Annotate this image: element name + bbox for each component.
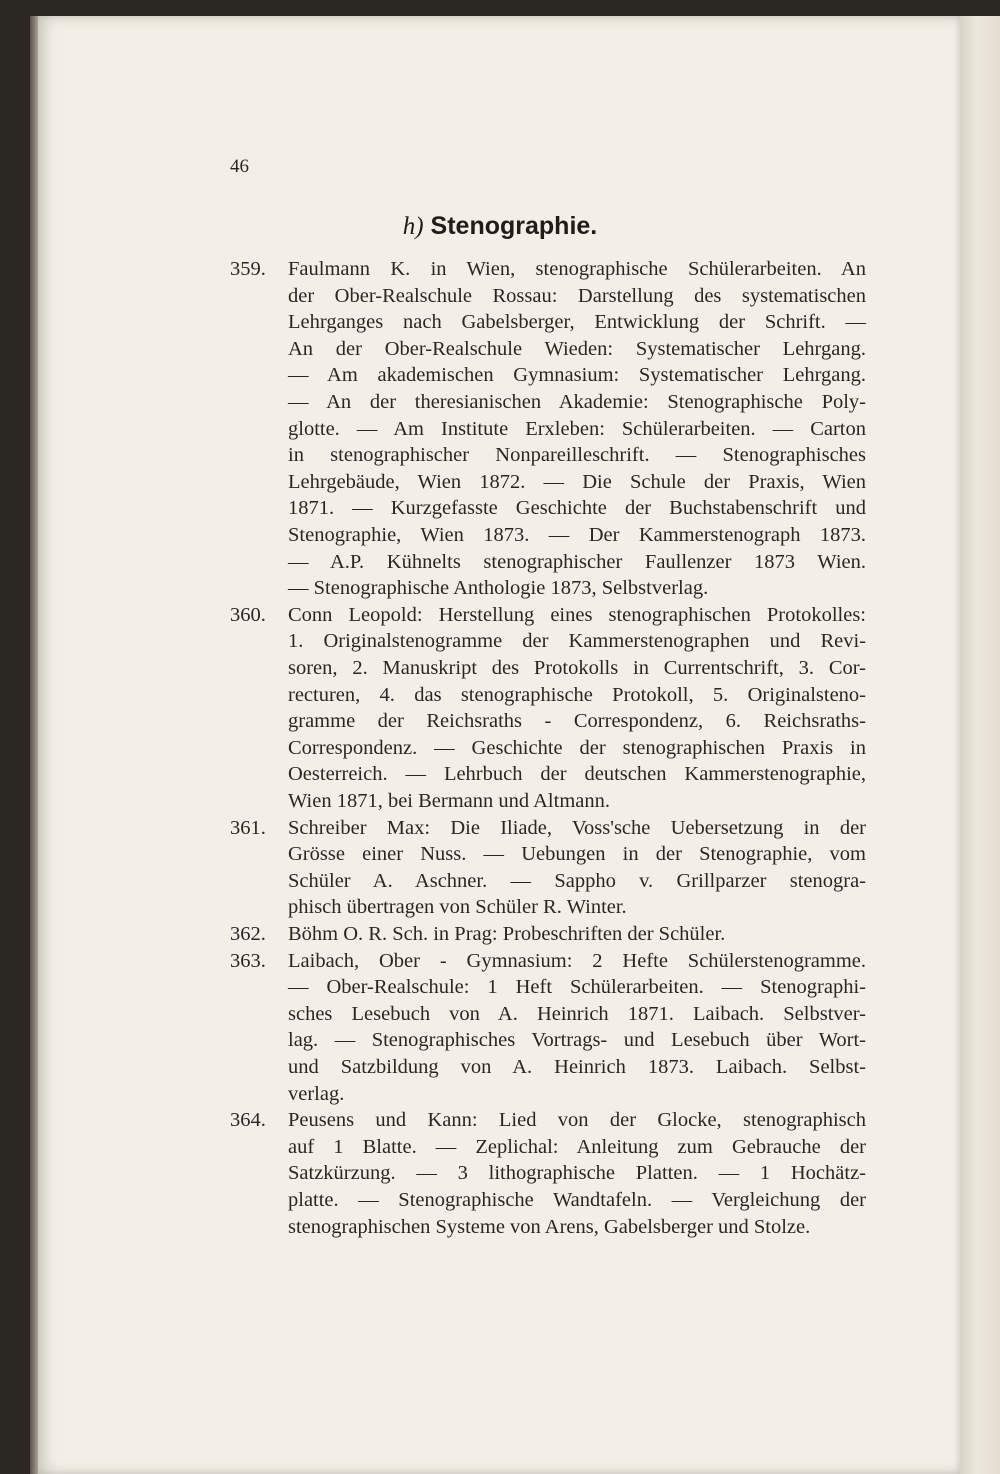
- entry-line: in stenographischer Nonpareilleschrift. — Stenographisches: [288, 444, 866, 467]
- entry-number: 361.: [230, 816, 266, 839]
- entry-line: 1871. — Kurzgefasste Geschichte der Buchstabenschrift und: [288, 497, 866, 520]
- page-number: 46: [230, 156, 249, 177]
- entry-line: lag. — Stenographisches Vortrags- und Lesebuch über Wort-: [288, 1029, 866, 1052]
- entry-number: 359.: [230, 258, 266, 280]
- entry-line: phisch übertragen von Schüler R. Winter.: [288, 896, 627, 919]
- entry-number: 362.: [230, 923, 266, 945]
- entry-line: — Am akademischen Gymnasium: Systematischer Lehrgang.: [288, 364, 866, 387]
- entry-line: und Satzbildung von A. Heinrich 1873. Laibach. Selbst-: [288, 1056, 866, 1078]
- entry-line: Satzkürzung. — 3 lithographische Platten. — 1 Hochätz-: [288, 1162, 866, 1185]
- section-title: Stenographie.: [430, 212, 598, 240]
- section-heading: [0, 212, 1000, 241]
- entry-line: auf 1 Blatte. — Zeplichal: Anleitung zum Gebrauche der: [288, 1135, 866, 1158]
- entry-line: verlag.: [288, 1082, 345, 1105]
- entry-line: Faulmann K. in Wien, stenographische Schülerarbeiten. An: [288, 258, 866, 280]
- entry-line: Correspondenz. — Geschichte der stenographischen Praxis in: [288, 736, 866, 759]
- entry-line: — An der theresianischen Akademie: Stenographische Poly-: [288, 391, 866, 413]
- entry-number: 363.: [230, 949, 266, 972]
- entry-line: An der Ober-Realschule Wieden: Systematischer Lehrgang.: [288, 337, 866, 360]
- entry-line: gramme der Reichsraths - Correspondenz, 6. Reichsraths-: [288, 710, 866, 733]
- entry-line: Böhm O. R. Sch. in Prag: Probeschriften der Schüler.: [288, 923, 726, 945]
- entry-line: stenographischen Systeme von Arens, Gabelsberger und Stolze.: [288, 1215, 811, 1238]
- entry-line: — Ober-Realschule: 1 Heft Schülerarbeiten. — Stenographi-: [288, 976, 866, 999]
- section-marker: h): [402, 213, 424, 240]
- entry-line: Peusens und Kann: Lied von der Glocke, stenographisch: [288, 1109, 866, 1132]
- entry-line: soren, 2. Manuskript des Protokolls in Currentschrift, 3. Cor-: [288, 657, 866, 679]
- entry-line: Oesterreich. — Lehrbuch der deutschen Kammerstenographie,: [288, 763, 866, 786]
- entry-line: Grösse einer Nuss. — Uebungen in der Stenographie, vom: [288, 843, 866, 866]
- entry-line: Lehrganges nach Gabelsberger, Entwicklung der Schrift. —: [288, 311, 866, 334]
- entry-line: Laibach, Ober - Gymnasium: 2 Hefte Schülerstenogramme.: [288, 949, 866, 972]
- entry-line: der Ober-Realschule Rossau: Darstellung des systematischen: [288, 284, 866, 307]
- entry-line: — A.P. Kühnelts stenographischer Faullenzer 1873 Wien.: [288, 550, 866, 573]
- entry-number: 364.: [230, 1109, 266, 1132]
- entry-line: Lehrgebäude, Wien 1872. — Die Schule der Praxis, Wien: [288, 470, 866, 493]
- entry-line: recturen, 4. das stenographische Protokoll, 5. Originalsteno-: [288, 683, 866, 706]
- entry-line: sches Lesebuch von A. Heinrich 1871. Laibach. Selbstver-: [288, 1002, 866, 1025]
- entry-number: 360.: [230, 603, 266, 626]
- entry-line: Schüler A. Aschner. — Sappho v. Grillparzer stenogra-: [288, 869, 866, 892]
- entry-line: — Stenographische Anthologie 1873, Selbstverlag.: [288, 577, 709, 600]
- entry-line: Conn Leopold: Herstellung eines stenographischen Protokolles:: [288, 603, 866, 626]
- entry-line: Wien 1871, bei Bermann und Altmann.: [288, 790, 610, 812]
- entry-line: Stenographie, Wien 1873. — Der Kammerstenograph 1873.: [288, 524, 866, 546]
- entry-line: platte. — Stenographische Wandtafeln. — Vergleichung der: [288, 1189, 866, 1211]
- entry-line: 1. Originalstenogramme der Kammerstenographen und Revi-: [288, 630, 866, 653]
- entry-line: Schreiber Max: Die Iliade, Voss'sche Uebersetzung in der: [288, 816, 866, 839]
- entry-line: glotte. — Am Institute Erxleben: Schülerarbeiten. — Carton: [288, 417, 866, 440]
